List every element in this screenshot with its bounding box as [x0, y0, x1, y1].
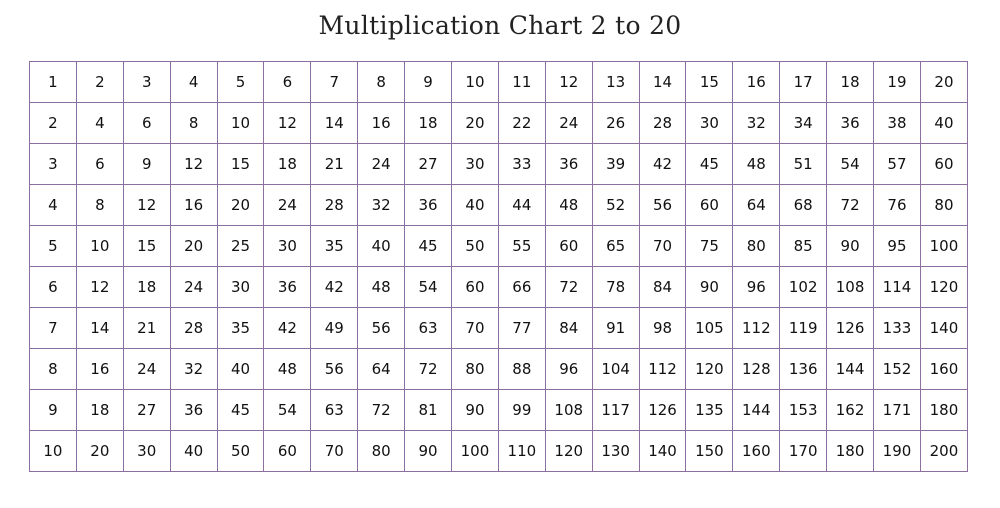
table-cell: 75: [686, 226, 733, 267]
table-cell: 54: [827, 144, 874, 185]
table-cell: 20: [452, 103, 499, 144]
table-cell: 28: [639, 103, 686, 144]
table-cell: 20: [217, 185, 264, 226]
table-cell: 150: [686, 431, 733, 472]
table-cell: 64: [733, 185, 780, 226]
table-cell: 8: [30, 349, 77, 390]
table-cell: 70: [311, 431, 358, 472]
table-cell: 12: [264, 103, 311, 144]
table-cell: 6: [76, 144, 123, 185]
table-cell: 153: [780, 390, 827, 431]
table-cell: 90: [405, 431, 452, 472]
table-cell: 10: [76, 226, 123, 267]
table-cell: 63: [405, 308, 452, 349]
table-cell: 90: [452, 390, 499, 431]
table-cell: 114: [874, 267, 921, 308]
table-cell: 130: [592, 431, 639, 472]
table-cell: 68: [780, 185, 827, 226]
table-cell: 24: [123, 349, 170, 390]
table-cell: 85: [780, 226, 827, 267]
table-cell: 18: [123, 267, 170, 308]
table-cell: 40: [452, 185, 499, 226]
table-cell: 96: [545, 349, 592, 390]
table-cell: 66: [498, 267, 545, 308]
table-cell: 40: [170, 431, 217, 472]
table-cell: 24: [170, 267, 217, 308]
table-cell: 8: [76, 185, 123, 226]
table-cell: 180: [920, 390, 967, 431]
table-row: [30, 390, 968, 431]
table-cell: 32: [170, 349, 217, 390]
table-cell: 9: [30, 390, 77, 431]
table-cell: 6: [30, 267, 77, 308]
table-cell: 102: [780, 267, 827, 308]
table-cell: 104: [592, 349, 639, 390]
table-cell: 12: [76, 267, 123, 308]
table-cell: 5: [217, 62, 264, 103]
table-cell: 39: [592, 144, 639, 185]
table-cell: 9: [123, 144, 170, 185]
table-cell: 110: [498, 431, 545, 472]
table-cell: 72: [545, 267, 592, 308]
table-cell: 45: [217, 390, 264, 431]
table-cell: 11: [498, 62, 545, 103]
table-cell: 10: [30, 431, 77, 472]
table-cell: 80: [733, 226, 780, 267]
table-cell: 100: [920, 226, 967, 267]
table-cell: 27: [123, 390, 170, 431]
table-cell: 2: [76, 62, 123, 103]
table-cell: 112: [733, 308, 780, 349]
table-cell: 50: [217, 431, 264, 472]
table-cell: 119: [780, 308, 827, 349]
table-cell: 135: [686, 390, 733, 431]
table-cell: 48: [358, 267, 405, 308]
table-cell: 24: [358, 144, 405, 185]
table-cell: 7: [311, 62, 358, 103]
table-cell: 60: [264, 431, 311, 472]
page-title: Multiplication Chart 2 to 20: [318, 11, 682, 40]
table-cell: 54: [264, 390, 311, 431]
table-cell: 15: [123, 226, 170, 267]
table-cell: 72: [358, 390, 405, 431]
table-cell: 12: [545, 62, 592, 103]
table-cell: 3: [30, 144, 77, 185]
table-cell: 64: [358, 349, 405, 390]
table-cell: 45: [686, 144, 733, 185]
table-cell: 24: [264, 185, 311, 226]
table-cell: 81: [405, 390, 452, 431]
table-cell: 35: [311, 226, 358, 267]
table-cell: 18: [264, 144, 311, 185]
table-cell: 48: [264, 349, 311, 390]
table-cell: 60: [545, 226, 592, 267]
table-cell: 90: [827, 226, 874, 267]
table-cell: 120: [920, 267, 967, 308]
table-cell: 99: [498, 390, 545, 431]
table-cell: 40: [217, 349, 264, 390]
table-cell: 1: [30, 62, 77, 103]
table-cell: 16: [733, 62, 780, 103]
table-cell: 36: [405, 185, 452, 226]
table-cell: 30: [452, 144, 499, 185]
table-cell: 27: [405, 144, 452, 185]
table-cell: 88: [498, 349, 545, 390]
table-cell: 21: [123, 308, 170, 349]
table-cell: 44: [498, 185, 545, 226]
table-cell: 30: [123, 431, 170, 472]
table-cell: 152: [874, 349, 921, 390]
table-cell: 171: [874, 390, 921, 431]
table-cell: 35: [217, 308, 264, 349]
table-cell: 40: [920, 103, 967, 144]
table-cell: 14: [311, 103, 358, 144]
table-cell: 18: [76, 390, 123, 431]
table-cell: 108: [827, 267, 874, 308]
table-cell: 54: [405, 267, 452, 308]
table-cell: 13: [592, 62, 639, 103]
table-cell: 52: [592, 185, 639, 226]
table-cell: 4: [170, 62, 217, 103]
table-cell: 56: [311, 349, 358, 390]
table-cell: 36: [264, 267, 311, 308]
table-cell: 12: [123, 185, 170, 226]
table-cell: 80: [920, 185, 967, 226]
table-cell: 108: [545, 390, 592, 431]
table-cell: 6: [123, 103, 170, 144]
table-cell: 20: [170, 226, 217, 267]
table-cell: 21: [311, 144, 358, 185]
table-cell: 30: [217, 267, 264, 308]
table-row: [30, 431, 968, 472]
table-cell: 120: [545, 431, 592, 472]
table-cell: 14: [76, 308, 123, 349]
table-cell: 65: [592, 226, 639, 267]
table-cell: 12: [170, 144, 217, 185]
table-cell: 10: [217, 103, 264, 144]
table-cell: 60: [452, 267, 499, 308]
table-cell: 34: [780, 103, 827, 144]
table-cell: 8: [170, 103, 217, 144]
table-cell: 19: [874, 62, 921, 103]
table-row: [30, 349, 968, 390]
table-cell: 55: [498, 226, 545, 267]
table-cell: 16: [76, 349, 123, 390]
table-cell: 60: [920, 144, 967, 185]
table-cell: 48: [545, 185, 592, 226]
table-cell: 180: [827, 431, 874, 472]
table-cell: 162: [827, 390, 874, 431]
table-cell: 78: [592, 267, 639, 308]
table-cell: 56: [639, 185, 686, 226]
table-cell: 77: [498, 308, 545, 349]
table-cell: 128: [733, 349, 780, 390]
table-cell: 51: [780, 144, 827, 185]
table-row: [30, 144, 968, 185]
table-cell: 200: [920, 431, 967, 472]
table-cell: 112: [639, 349, 686, 390]
table-row: [30, 308, 968, 349]
table-cell: 4: [76, 103, 123, 144]
table-cell: 76: [874, 185, 921, 226]
table-cell: 72: [827, 185, 874, 226]
table-cell: 42: [264, 308, 311, 349]
table-cell: 16: [358, 103, 405, 144]
table-cell: 14: [639, 62, 686, 103]
table-cell: 22: [498, 103, 545, 144]
table-cell: 8: [358, 62, 405, 103]
table-cell: 140: [639, 431, 686, 472]
table-cell: 15: [217, 144, 264, 185]
table-cell: 32: [358, 185, 405, 226]
table-cell: 26: [592, 103, 639, 144]
table-cell: 160: [920, 349, 967, 390]
table-cell: 36: [170, 390, 217, 431]
table-cell: 190: [874, 431, 921, 472]
table-cell: 84: [639, 267, 686, 308]
table-cell: 5: [30, 226, 77, 267]
table-row: [30, 267, 968, 308]
table-cell: 38: [874, 103, 921, 144]
table-cell: 25: [217, 226, 264, 267]
table-cell: 33: [498, 144, 545, 185]
table-cell: 2: [30, 103, 77, 144]
table-cell: 36: [545, 144, 592, 185]
table-cell: 95: [874, 226, 921, 267]
table-cell: 140: [920, 308, 967, 349]
table-cell: 144: [733, 390, 780, 431]
table-cell: 84: [545, 308, 592, 349]
table-cell: 60: [686, 185, 733, 226]
table-cell: 56: [358, 308, 405, 349]
table-cell: 126: [827, 308, 874, 349]
multiplication-table: [29, 61, 968, 472]
table-cell: 120: [686, 349, 733, 390]
table-cell: 80: [452, 349, 499, 390]
table-cell: 30: [686, 103, 733, 144]
table-row: [30, 62, 968, 103]
table-cell: 18: [405, 103, 452, 144]
table-cell: 70: [639, 226, 686, 267]
table-cell: 6: [264, 62, 311, 103]
table-cell: 126: [639, 390, 686, 431]
table-body: [30, 62, 968, 472]
table-cell: 50: [452, 226, 499, 267]
table-cell: 9: [405, 62, 452, 103]
table-cell: 28: [311, 185, 358, 226]
table-cell: 91: [592, 308, 639, 349]
table-cell: 30: [264, 226, 311, 267]
table-cell: 4: [30, 185, 77, 226]
table-cell: 3: [123, 62, 170, 103]
table-row: [30, 185, 968, 226]
table-cell: 45: [405, 226, 452, 267]
table-cell: 100: [452, 431, 499, 472]
table-cell: 42: [639, 144, 686, 185]
table-cell: 28: [170, 308, 217, 349]
table-cell: 133: [874, 308, 921, 349]
table-cell: 136: [780, 349, 827, 390]
table-cell: 42: [311, 267, 358, 308]
table-cell: 70: [452, 308, 499, 349]
table-cell: 32: [733, 103, 780, 144]
table-row: [30, 103, 968, 144]
table-cell: 98: [639, 308, 686, 349]
table-cell: 15: [686, 62, 733, 103]
table-cell: 10: [452, 62, 499, 103]
table-cell: 57: [874, 144, 921, 185]
table-cell: 20: [920, 62, 967, 103]
table-cell: 7: [30, 308, 77, 349]
table-cell: 63: [311, 390, 358, 431]
table-cell: 40: [358, 226, 405, 267]
table-cell: 96: [733, 267, 780, 308]
table-cell: 105: [686, 308, 733, 349]
table-cell: 80: [358, 431, 405, 472]
table-cell: 49: [311, 308, 358, 349]
table-cell: 170: [780, 431, 827, 472]
table-cell: 117: [592, 390, 639, 431]
table-cell: 16: [170, 185, 217, 226]
table-cell: 90: [686, 267, 733, 308]
table-cell: 17: [780, 62, 827, 103]
table-cell: 20: [76, 431, 123, 472]
table-cell: 160: [733, 431, 780, 472]
table-cell: 144: [827, 349, 874, 390]
table-cell: 48: [733, 144, 780, 185]
table-cell: 72: [405, 349, 452, 390]
table-cell: 36: [827, 103, 874, 144]
table-row: [30, 226, 968, 267]
table-cell: 18: [827, 62, 874, 103]
table-cell: 24: [545, 103, 592, 144]
